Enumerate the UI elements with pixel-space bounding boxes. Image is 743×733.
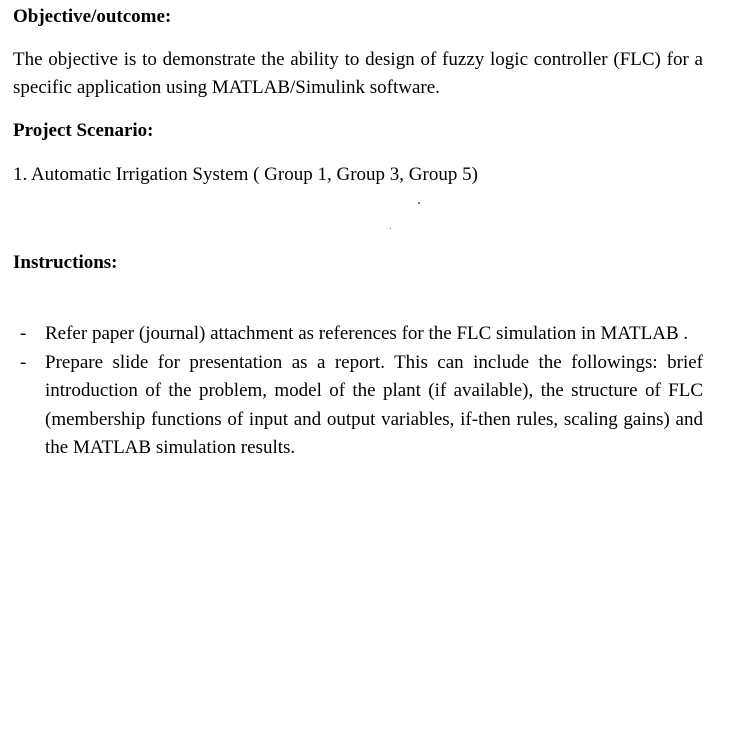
- instructions-list: [20, 320, 703, 463]
- scenario-heading: Project Scenario:: [13, 120, 154, 141]
- scenario-item: 1. Automatic Irrigation System ( Group 1, Group 3, Group 5): [13, 164, 478, 185]
- instructions-heading: Instructions:: [13, 252, 118, 273]
- objective-text: The objective is to demonstrate the ability to design of fuzzy logic controller (FLC) for a specific application using MATLAB/Simulink software.: [13, 49, 703, 98]
- scan-speck: [418, 202, 420, 204]
- objective-heading: Objective/outcome:: [13, 6, 172, 27]
- scan-speck: [390, 228, 391, 229]
- list-item: [20, 349, 703, 463]
- bullet-dash: -: [20, 351, 27, 373]
- instruction-text: Refer paper (journal) attachment as references for the FLC simulation in MATLAB .: [45, 323, 689, 344]
- list-item: [20, 320, 703, 349]
- bullet-dash: -: [20, 323, 27, 344]
- instruction-text: Prepare slide for presentation as a report. This can include the followings: brief introduction of the problem, model of the plant (if available), the structure of FLC (membership functions of input and output variables, if-then rules, scaling gains) and the MATLAB simulation results.: [45, 351, 703, 458]
